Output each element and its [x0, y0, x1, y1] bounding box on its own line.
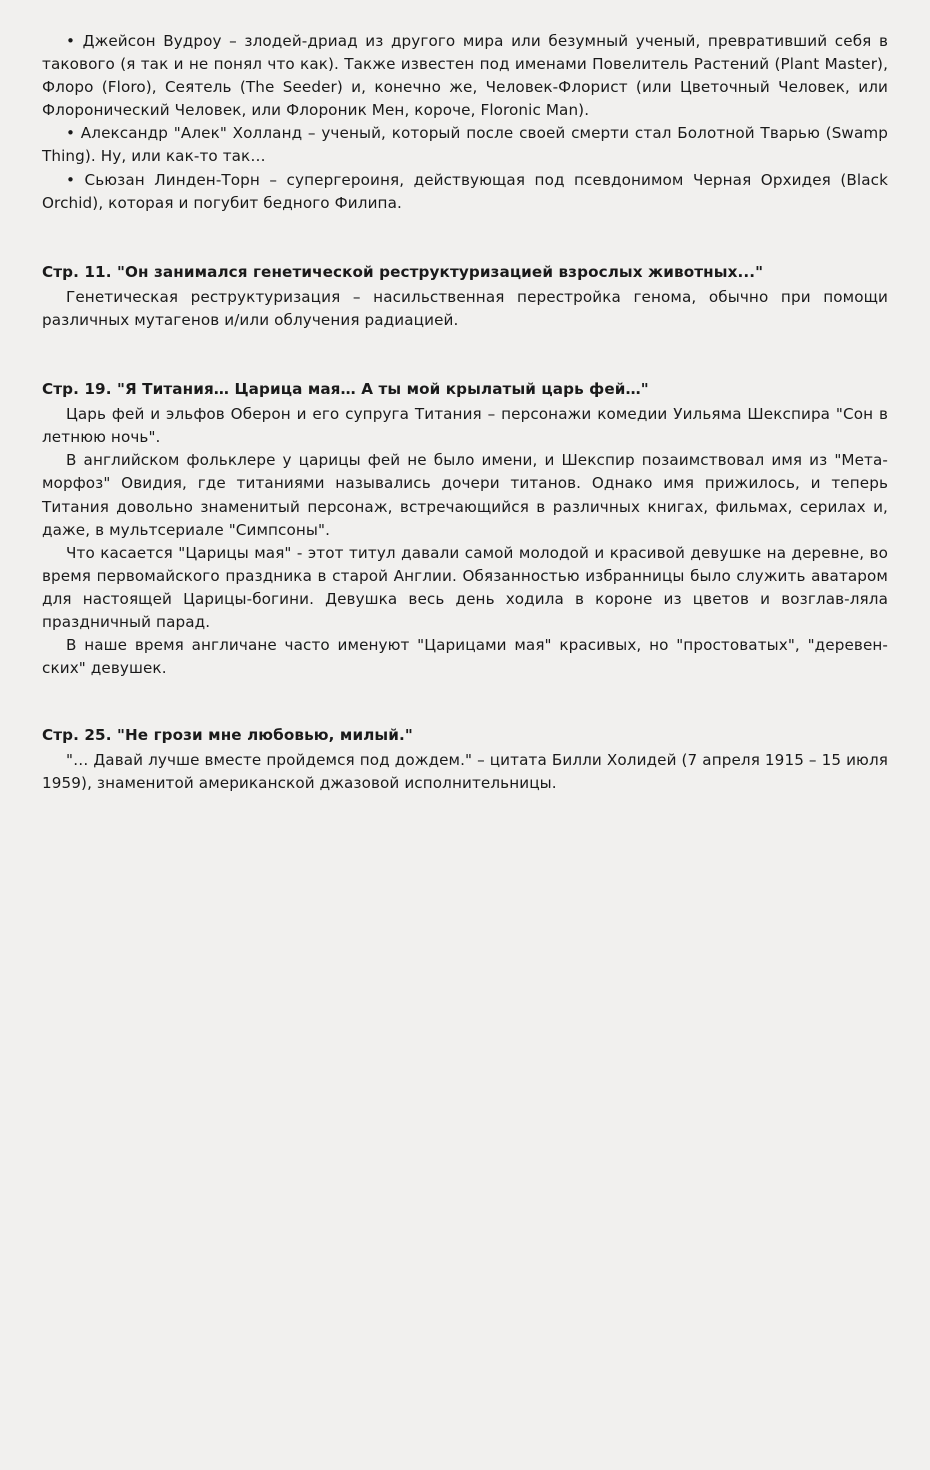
paragraph-page-25: "… Давай лучше вместе пройдемся под дождем." – цитата Билли Холидей (7 апреля 1915 – 15 июля 1959), знаменитой американской джазовой исполнительницы.	[42, 751, 888, 793]
list-item-woodrue: • Джейсон Вудроу – злодей-дриад из другого мира или безумный ученый, превративший себя в такового (я так и не понял что как). Также известен под именами Повелитель Растений (Plant Master), Флоро (Floro), Сеятель (The Seeder) и, конечно же, Человек-Флорист (или Цветочный Человек, или Флоронический Человек, или Флороник Мен, короче, Floronic Man).	[42, 32, 888, 120]
section-heading-page-11: Стр. 11. "Он занимался генетической реструктуризацией взрослых животных..."	[42, 262, 764, 281]
section-heading-page-25: Стр. 25. "Не грози мне любовью, милый."	[42, 726, 413, 745]
paragraph-page-19-3: Что касается "Царицы мая" - этот титул давали самой молодой и красивой девушке на деревне, во время первомайского праздника в старой Англии. Обязанностью избранницы было служить аватаром для настоящей Царицы-богини. Девушка весь день ходила в короне из цветов и возглав-ляла праздничный парад.	[42, 543, 888, 631]
section-spacer	[42, 215, 888, 261]
paragraph-page-19-1: Царь фей и эльфов Оберон и его супруга Титания – персонажи комедии Уильяма Шекспира "Сон в летнюю ночь".	[42, 405, 888, 447]
paragraph-page-19-4: В наше время англичане часто именуют "Царицами мая" красивых, но "простоватых", "деревен-ских" девушек.	[42, 636, 888, 678]
section-spacer	[42, 680, 888, 724]
section-spacer	[42, 332, 888, 378]
section-heading-page-19: Стр. 19. "Я Титания… Царица мая… А ты мой крылатый царь фей…"	[42, 380, 649, 399]
paragraph-page-11: Генетическая реструктуризация – насильственная перестройка генома, обычно при помощи различных мутагенов и/или облучения радиацией.	[42, 287, 888, 329]
list-item-linden: • Сьюзан Линден-Торн – супергероиня, действующая под псевдонимом Черная Орхидея (Black Orchid), которая и погубит бедного Филипа.	[42, 170, 888, 212]
list-item-holland: • Александр "Алек" Холланд – ученый, который после своей смерти стал Болотной Тварью (Swamp Thing). Ну, или как-то так…	[42, 124, 888, 166]
document-body	[42, 30, 888, 796]
paragraph-page-19-2: В английском фольклере у царицы фей не было имени, и Шекспир позаимствовал имя из "Мета-морфоз" Овидия, где титаниями назывались дочери титанов. Однако имя прижилось, и теперь Титания довольно знаменитый персонаж, встречающийся в различных книгах, фильмах, серилах и, даже, в мультсериале "Симпсоны".	[42, 451, 888, 539]
